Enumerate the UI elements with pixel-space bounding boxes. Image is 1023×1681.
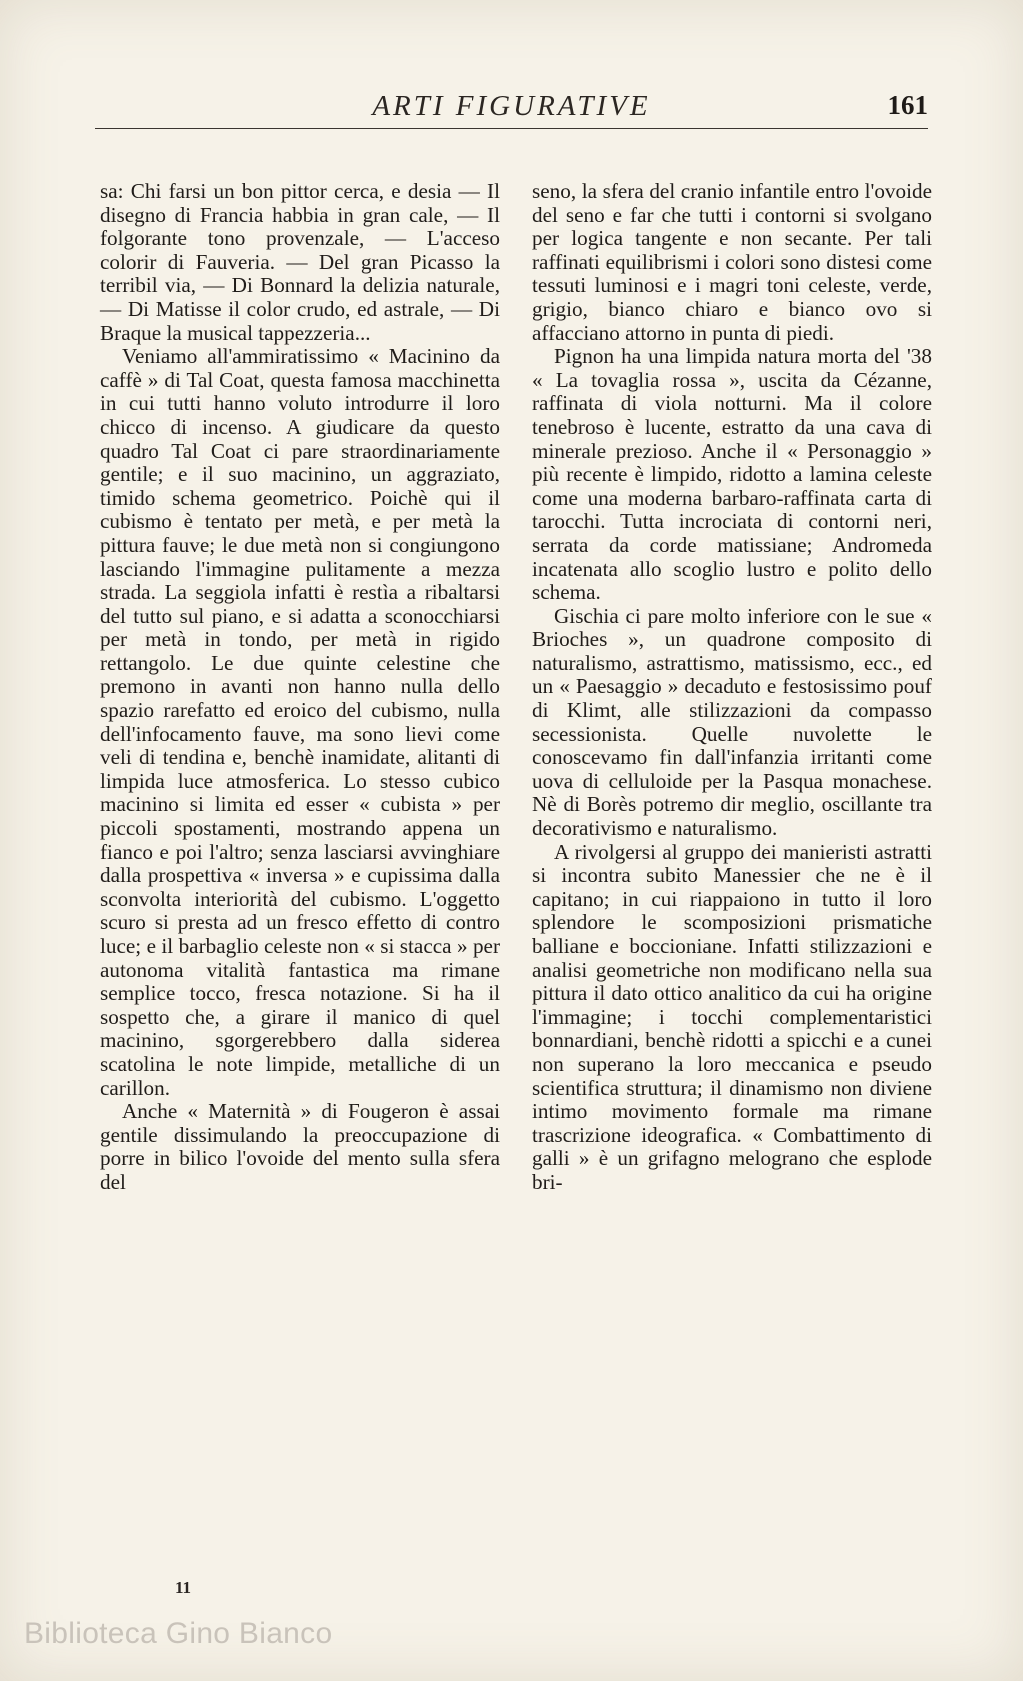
right-column (532, 180, 932, 1195)
page-header (95, 88, 928, 129)
paragraph: Anche « Maternità » di Fougeron è assai gentile dissimulando la preoccupazione di porre in bilico l'ovoide del mento sulla sfera del (100, 1099, 500, 1194)
paragraph: Gischia ci pare molto inferiore con le sue « Brioches », un quadrone composito di naturalismo, astrattismo, matissismo, ecc., ed un « Paesaggio » decaduto e festosissimo pouf di Klimt, alle stilizzazioni da compasso secessionista. Quelle nuvolette le conoscevamo fin dall'infanzia irritanti come uova di celluloide per la Pasqua monachese. Nè di Borès potremo dir meglio, oscillante tra decorativismo e naturalismo. (532, 603, 932, 841)
paragraph: A rivolgersi al gruppo dei manieristi astratti si incontra subito Manessier che ne è il capitano; in cui riappaiono in tutto il loro splendore le scomposizioni prismatiche balliane e boccioniane. Infatti stilizzazioni e analisi geometriche non modificano nella sua pittura il dato ottico analitico da cui ha origine l'immagine; i tocchi complementaristici bonnardiani, benchè ridotti a spicchi e a cunei non superano la loro meccanica e pseudo scientifica struttura; il dinamismo non diviene intimo movimento formale ma rimane trascrizione ideografica. « Combattimento di galli » è un grifagno melograno che esplode bri- (532, 839, 932, 1194)
page-number: 161 (887, 90, 928, 120)
paragraph: sa: Chi farsi un bon pittor cerca, e desia — Il disegno di Francia habbia in gran cale, — Il folgorante tono provenzale, — L'acceso colorir di Fauveria. — Del gran Picasso la terribil via, — Di Bonnard la delizia naturale, — Di Matisse il color crudo, ed astrale, — Di Braque la musical tappezzeria... (100, 179, 500, 345)
running-title: ARTI FIGURATIVE (372, 90, 651, 122)
left-column (100, 180, 500, 1195)
printer-signature: 11 (175, 1578, 192, 1597)
paragraph: Pignon ha una limpida natura morta del '38 « La tovaglia rossa », uscita da Cézanne, raffinata di viola notturni. Ma il colore tenebroso è lucente, estratto da una cava di minerale prezioso. Anche il « Personaggio » più recente è limpido, ridotto a lamina celeste come una moderna barbaro-raffinata carta di tarocchi. Tutta incrociata di contorni neri, serrata da corde matissiane; Andromeda incatenata allo scoglio lustro e polito dello schema. (532, 344, 932, 605)
paragraph: Veniamo all'ammiratissimo « Macinino da caffè » di Tal Coat, questa famosa macchinetta in cui tutti hanno voluto introdurre il loro chicco di incenso. A giudicare da questo quadro Tal Coat ci pare straordinariamente gentile; e il suo macinino, un aggraziato, timido schema geometrico. Poichè qui il cubismo è tentato per metà, e per metà la pittura fauve; le due metà non si congiungono lasciando l'immagine pulitamente a mezza strada. La seggiola infatti è restìa a ribaltarsi del tutto sul piano, e si adatta a sconocchiarsi per metà in tondo, per metà in rigido rettangolo. Le due quinte celestine che premono in avanti non hanno nulla dello spazio rarefatto ed eroico del cubismo, nulla dell'infocamento fauve, ma sono lievi come veli di tendina e, benchè inamidate, alitanti di limpida luce atmosferica. Lo stesso cubico macinino si limita ed esser « cubista » per piccoli spostamenti, mostrando appena un fianco e poi l'altro; senza lasciarsi avvinghiare dalla prospettiva « inversa » e cupissima dalla sconvolta interiorità del cubismo. L'oggetto scuro si presta ad un fresco effetto di contro luce; e il barbaglio celeste non « si stacca » per autonoma vitalità fantastica ma rimane semplice tocco, fresca notazione. Si ha il sospetto che, a girare il manico di quel macinino, sgorgerebbero dalla siderea scatolina le note limpide, metalliche di un carillon. (100, 344, 500, 1100)
library-watermark: Biblioteca Gino Bianco (24, 1617, 333, 1650)
paragraph: seno, la sfera del cranio infantile entro l'ovoide del seno e far che tutti i contorni si svolgano per logica tangente e non secante. Per tali raffinati equilibrismi i colori sono distesi come tessuti luminosi e i magri toni celeste, verde, grigio, bianco chiaro e bianco ovo si affacciano attorno in punta di piedi. (532, 179, 932, 345)
